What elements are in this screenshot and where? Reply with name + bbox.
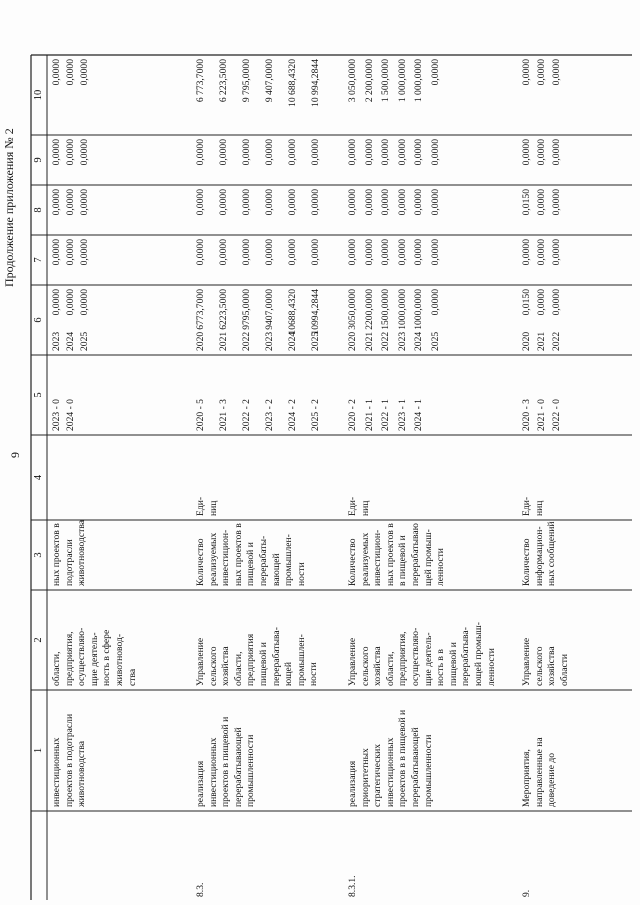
block_831-col2-line: сельского bbox=[359, 646, 371, 686]
block_top-col2-line: осуществляю- bbox=[76, 627, 88, 686]
block_9-col2-line: Управление bbox=[521, 637, 532, 686]
block_831-col8-value: 0,0000 bbox=[413, 189, 424, 216]
continuation-note: Продолжение приложения № 2 bbox=[2, 128, 16, 287]
block_831-col2-line: ющей промыш- bbox=[473, 622, 484, 686]
block_831-col9-value: 0,0000 bbox=[413, 139, 424, 166]
block_9-col3-line: Количество bbox=[521, 538, 532, 586]
block_83-col3-line: пищевой и bbox=[245, 542, 257, 586]
block_831-col3-line: перерабатываю bbox=[410, 523, 421, 586]
block_9-col6-value: 0,0000 bbox=[536, 289, 547, 316]
block_831-col9-value: 0,0000 bbox=[363, 139, 375, 166]
block_top-col9-value: 0,0000 bbox=[51, 139, 62, 166]
block_83-col7-value: 0,0000 bbox=[241, 239, 252, 266]
block_top-col2-line: ства bbox=[126, 668, 138, 686]
block_top-col7-value: 0,0000 bbox=[79, 239, 90, 266]
block_top-target-0: 2023 - 0 bbox=[51, 399, 62, 431]
block_83-col10-value: 9 407,0000 bbox=[264, 59, 275, 103]
block_top-col8-value: 0,0000 bbox=[79, 189, 90, 216]
block_83-col10-value: 10 994,2844 bbox=[310, 59, 321, 107]
block_831-col3-line: инвестицион- bbox=[372, 529, 384, 586]
block_831-col9-value: 0,0000 bbox=[429, 139, 441, 166]
block_top-col9-value: 0,0000 bbox=[79, 139, 90, 166]
block_top-col2-line: области, bbox=[51, 651, 62, 686]
block_9-col10-value: 0,0000 bbox=[551, 59, 562, 86]
block_top-col7-value: 0,0000 bbox=[65, 239, 76, 266]
block_83-col7-value: 0,0000 bbox=[310, 239, 321, 266]
block_top-year-1: 2024 bbox=[65, 331, 76, 351]
block_83-col9-value: 0,0000 bbox=[264, 139, 275, 166]
block_83-col2-line: сельского bbox=[207, 646, 219, 686]
block_83-target-5: 2025 - 2 bbox=[310, 399, 321, 431]
block_83-col7-value: 0,0000 bbox=[287, 239, 298, 266]
block_831-col10-value: 1 000,0000 bbox=[413, 59, 424, 103]
block_9-col1-line: направленные на bbox=[533, 737, 545, 807]
block_83-col2-line: области, bbox=[232, 651, 244, 686]
block_831-col8-value: 0,0000 bbox=[380, 189, 391, 216]
block_831-col6-value: 3050,0000 bbox=[347, 289, 358, 330]
block_831-col2-line: предприятия, bbox=[397, 631, 409, 686]
block_831-col1-line: перерабатывающей bbox=[410, 727, 421, 807]
header-col-10: 10 bbox=[33, 89, 44, 101]
block_83-col4-line: ниц bbox=[207, 500, 219, 516]
block_83-col3-line: ности bbox=[295, 562, 307, 586]
block_top-col6-value: 0,0000 bbox=[51, 289, 62, 316]
block_831-col7-value: 0,0000 bbox=[396, 239, 408, 266]
block_top-col8-value: 0,0000 bbox=[65, 189, 76, 216]
block_83-col10-value: 9 795,0000 bbox=[241, 59, 252, 103]
block_9-number: 9. bbox=[521, 889, 532, 897]
block_831-col7-value: 0,0000 bbox=[429, 239, 441, 266]
block_top-target-1: 2024 - 0 bbox=[65, 399, 76, 431]
block_83-col8-value: 0,0000 bbox=[218, 189, 229, 216]
block_83-target-3: 2023 - 2 bbox=[264, 399, 275, 431]
block_9-col10-value: 0,0000 bbox=[521, 59, 532, 86]
block_831-col3-line: Количество bbox=[347, 538, 358, 586]
block_831-col2-line: щие деятель- bbox=[422, 632, 434, 686]
block_top-col3-line: ных проектов в bbox=[51, 523, 62, 586]
block_top-col3-line: животноводства bbox=[76, 520, 88, 586]
block_9-col9-value: 0,0000 bbox=[551, 139, 562, 166]
block_83-col10-value: 6 773,7000 bbox=[195, 59, 206, 103]
block_831-col6-value: 0,0000 bbox=[429, 289, 441, 316]
block_83-col6-value: 6223,5000 bbox=[218, 289, 229, 330]
block_83-col8-value: 0,0000 bbox=[264, 189, 275, 216]
block_831-col8-value: 0,0000 bbox=[429, 189, 441, 216]
block_top-col6-value: 0,0000 bbox=[65, 289, 76, 316]
block_83-year-5: 2025 bbox=[310, 331, 321, 351]
block_831-col8-value: 0,0000 bbox=[363, 189, 375, 216]
block_top-col2-line: щие деятель- bbox=[88, 632, 100, 686]
block_831-col2-line: пищевой и bbox=[447, 642, 459, 686]
block_83-year-1: 2021 bbox=[218, 331, 229, 351]
block_9-col7-value: 0,0000 bbox=[521, 239, 532, 266]
block_top-year-2: 2025 bbox=[79, 331, 90, 351]
block_831-col10-value: 1 000,0000 bbox=[396, 59, 408, 103]
block_top-col3-line: подотрасли bbox=[63, 539, 75, 586]
block_83-col3-line: инвестицион- bbox=[220, 529, 232, 586]
block_9-col6-value: 0,0000 bbox=[551, 289, 562, 316]
block_9-year-1: 2021 bbox=[536, 331, 547, 351]
block_9-col1-line: Мероприятия, bbox=[521, 749, 532, 807]
block_83-col9-value: 0,0000 bbox=[310, 139, 321, 166]
header-col-9: 9 bbox=[33, 157, 44, 163]
block_83-col1-line: проектов в пищевой и bbox=[220, 716, 232, 807]
block_831-col1-line: инвестиционных bbox=[384, 737, 396, 807]
block_831-target-4: 2024 - 1 bbox=[413, 399, 424, 431]
block_top-col1-line: животноводства bbox=[76, 741, 88, 807]
block_83-col3-line: вающей bbox=[270, 553, 282, 586]
block_831-col1-line: приоритетных bbox=[359, 748, 371, 807]
block_831-col6-value: 2200,0000 bbox=[363, 289, 375, 330]
block_831-col10-value: 0,0000 bbox=[429, 59, 441, 86]
block_831-col2-line: Управление bbox=[347, 637, 358, 686]
block_83-col7-value: 0,0000 bbox=[195, 239, 206, 266]
block_top-col1-line: инвестиционных bbox=[51, 737, 62, 807]
block_83-col8-value: 0,0000 bbox=[241, 189, 252, 216]
block_top-col10-value: 0,0000 bbox=[51, 59, 62, 86]
block_83-col6-value: 6773,7000 bbox=[195, 289, 206, 330]
block_831-target-0: 2020 - 2 bbox=[347, 399, 358, 431]
block_9-col9-value: 0,0000 bbox=[521, 139, 532, 166]
block_831-col8-value: 0,0000 bbox=[347, 189, 358, 216]
page-number: 9 bbox=[8, 452, 22, 458]
block_83-col10-value: 10 688,4320 bbox=[287, 59, 298, 107]
block_83-col3-line: ных проектов в bbox=[232, 523, 244, 586]
header-col-5: 5 bbox=[33, 392, 44, 398]
block_9-col1-line: доведение до bbox=[546, 752, 558, 807]
block_9-col8-value: 0,0000 bbox=[536, 189, 547, 216]
block_83-col8-value: 0,0000 bbox=[310, 189, 321, 216]
block_831-year-0: 2020 bbox=[347, 331, 358, 351]
header-col-2: 2 bbox=[33, 637, 44, 643]
block_83-col1-line: перерабатывающей bbox=[232, 727, 244, 807]
block_83-col7-value: 0,0000 bbox=[218, 239, 229, 266]
block_9-target-2: 2022 - 0 bbox=[551, 399, 562, 431]
block_83-col6-value: 9795,0000 bbox=[241, 289, 252, 330]
block_83-year-3: 2023 bbox=[264, 331, 275, 351]
block_9-col7-value: 0,0000 bbox=[536, 239, 547, 266]
block_83-col6-value: 10688,4320 bbox=[287, 289, 298, 335]
header-col-6: 6 bbox=[33, 317, 44, 323]
block_83-col3-line: Количество bbox=[195, 538, 206, 586]
block_831-col10-value: 2 200,0000 bbox=[363, 59, 375, 103]
block_831-col10-value: 3 050,0000 bbox=[347, 59, 358, 103]
block_9-col3-line: ных сообщений bbox=[546, 521, 558, 586]
block_9-col2-line: сельского bbox=[533, 646, 545, 686]
block_831-col7-value: 0,0000 bbox=[347, 239, 358, 266]
header-col-4: 4 bbox=[33, 474, 44, 481]
block_831-col2-line: ленности bbox=[485, 648, 497, 686]
block_9-col6-value: 0,0150 bbox=[521, 289, 532, 316]
block_831-col2-line: осуществляю- bbox=[410, 627, 421, 686]
block_83-target-1: 2021 - 3 bbox=[218, 399, 229, 431]
block_83-col2-line: перерабатыва- bbox=[270, 627, 282, 686]
block_9-col9-value: 0,0000 bbox=[536, 139, 547, 166]
block_9-col7-value: 0,0000 bbox=[551, 239, 562, 266]
block_831-col2-line: области, bbox=[384, 651, 396, 686]
block_83-year-4: 2024 bbox=[287, 331, 298, 351]
block_831-col8-value: 0,0000 bbox=[396, 189, 408, 216]
block_831-col3-line: ленности bbox=[435, 548, 447, 586]
block_top-col10-value: 0,0000 bbox=[79, 59, 90, 86]
block_9-year-0: 2020 bbox=[521, 331, 532, 351]
block_831-col1-line: промышленности bbox=[422, 734, 434, 807]
block_83-target-2: 2022 - 2 bbox=[241, 399, 252, 431]
block_831-target-3: 2023 - 1 bbox=[396, 399, 408, 431]
block_831-col6-value: 1000,0000 bbox=[413, 289, 424, 330]
block_83-col2-line: пищевой и bbox=[258, 642, 269, 686]
block_83-col2-line: Управление bbox=[195, 637, 206, 686]
block_831-year-2: 2022 bbox=[380, 331, 391, 351]
block_top-col1-line: проектов в подотрасли bbox=[63, 713, 75, 807]
block_831-col4-line: ниц bbox=[359, 500, 371, 516]
block_83-col6-value: 10994,2844 bbox=[310, 289, 321, 335]
block_9-target-1: 2021 - 0 bbox=[536, 399, 547, 431]
block_831-col3-line: реализуемых bbox=[359, 532, 371, 586]
block_83-col9-value: 0,0000 bbox=[218, 139, 229, 166]
block_9-col8-value: 0,0000 bbox=[551, 189, 562, 216]
block_831-year-4: 2024 bbox=[413, 331, 424, 351]
block_831-col1-line: стратегических bbox=[372, 743, 384, 807]
header-col-3: 3 bbox=[33, 552, 44, 558]
block_83-col3-line: промышлен- bbox=[283, 534, 295, 586]
block_9-col8-value: 0,0150 bbox=[521, 189, 532, 216]
block_top-col7-value: 0,0000 bbox=[51, 239, 62, 266]
block_831-col2-line: перерабатыва- bbox=[460, 627, 472, 686]
block_83-target-4: 2024 - 2 bbox=[287, 399, 298, 431]
header-col-1: 1 bbox=[33, 747, 44, 754]
block_top-year-0: 2023 bbox=[51, 331, 62, 351]
header-col-7: 7 bbox=[33, 257, 44, 263]
block_83-col6-value: 9407,0000 bbox=[264, 289, 275, 330]
block_831-number: 8.3.1. bbox=[347, 875, 358, 897]
block_83-col9-value: 0,0000 bbox=[241, 139, 252, 166]
block_83-year-2: 2022 bbox=[241, 331, 252, 351]
block_83-target-0: 2020 - 5 bbox=[195, 399, 206, 431]
block_9-col2-line: хозяйства bbox=[546, 646, 558, 686]
block_9-col3-line: информацион- bbox=[533, 526, 545, 586]
block_831-col3-line: в пищевой и bbox=[397, 535, 409, 586]
block_9-target-0: 2020 - 3 bbox=[521, 399, 532, 431]
block_83-col3-line: перерабаты- bbox=[258, 535, 269, 586]
block_83-col8-value: 0,0000 bbox=[287, 189, 298, 216]
block_83-col2-line: хозяйства bbox=[220, 646, 232, 686]
block_83-col1-line: инвестиционных bbox=[207, 737, 219, 807]
block_831-col10-value: 1 500,0000 bbox=[380, 59, 391, 103]
block_831-col7-value: 0,0000 bbox=[413, 239, 424, 266]
block_top-col2-line: предприятия, bbox=[63, 631, 75, 686]
block_83-col9-value: 0,0000 bbox=[195, 139, 206, 166]
header-col-8: 8 bbox=[33, 207, 44, 213]
block_831-col2-line: ность в в bbox=[435, 649, 447, 686]
block_top-col2-line: животновод- bbox=[114, 633, 125, 686]
block_831-col9-value: 0,0000 bbox=[396, 139, 408, 166]
block_top-col9-value: 0,0000 bbox=[65, 139, 76, 166]
block_83-col2-line: предприятия bbox=[245, 633, 257, 686]
block_831-col6-value: 1000,0000 bbox=[396, 289, 408, 330]
block_831-col1-line: проектов в в пищевой и bbox=[397, 709, 409, 807]
block_831-target-1: 2021 - 1 bbox=[363, 399, 375, 431]
block_83-col4-line: Еди- bbox=[195, 496, 206, 516]
block_83-year-0: 2020 bbox=[195, 331, 206, 351]
block_top-col6-value: 0,0000 bbox=[79, 289, 90, 316]
block_831-col3-line: ных проектов в bbox=[384, 523, 396, 586]
block_831-col6-value: 1500,0000 bbox=[380, 289, 391, 330]
block_83-col2-line: ющей bbox=[283, 662, 295, 686]
block_83-col8-value: 0,0000 bbox=[195, 189, 206, 216]
block_9-col4-line: ниц bbox=[533, 500, 545, 516]
block_83-col7-value: 0,0000 bbox=[264, 239, 275, 266]
block_831-target-2: 2022 - 1 bbox=[380, 399, 391, 431]
block_831-col4-line: Еди- bbox=[347, 496, 358, 516]
block_9-col4-line: Еди- bbox=[521, 496, 532, 516]
block_top-col10-value: 0,0000 bbox=[65, 59, 76, 86]
block_9-year-2: 2022 bbox=[551, 331, 562, 351]
block_83-col9-value: 0,0000 bbox=[287, 139, 298, 166]
block_831-col7-value: 0,0000 bbox=[380, 239, 391, 266]
block_831-col1-line: реализация bbox=[347, 760, 358, 807]
block_831-col2-line: хозяйства bbox=[372, 646, 384, 686]
block_9-col2-line: области bbox=[558, 653, 570, 686]
block_83-col3-line: реализуемых bbox=[207, 532, 219, 586]
block_831-col9-value: 0,0000 bbox=[347, 139, 358, 166]
block_831-year-3: 2023 bbox=[396, 331, 408, 351]
block_831-col9-value: 0,0000 bbox=[380, 139, 391, 166]
block_831-year-5: 2025 bbox=[429, 331, 441, 351]
block_83-col2-line: ности bbox=[308, 662, 320, 686]
block_831-year-1: 2021 bbox=[363, 331, 375, 351]
block_83-col2-line: промышлен- bbox=[295, 634, 307, 686]
block_83-col1-line: промышленности bbox=[245, 734, 257, 807]
block_9-col10-value: 0,0000 bbox=[536, 59, 547, 86]
block_top-col8-value: 0,0000 bbox=[51, 189, 62, 216]
block_top-col2-line: ность в сфере bbox=[101, 629, 113, 686]
block_83-number: 8.3. bbox=[195, 882, 206, 897]
block_83-col10-value: 6 223,5000 bbox=[218, 59, 229, 103]
block_831-col7-value: 0,0000 bbox=[363, 239, 375, 266]
block_83-col1-line: реализация bbox=[195, 760, 206, 807]
block_831-col3-line: щей промыш- bbox=[422, 529, 434, 586]
